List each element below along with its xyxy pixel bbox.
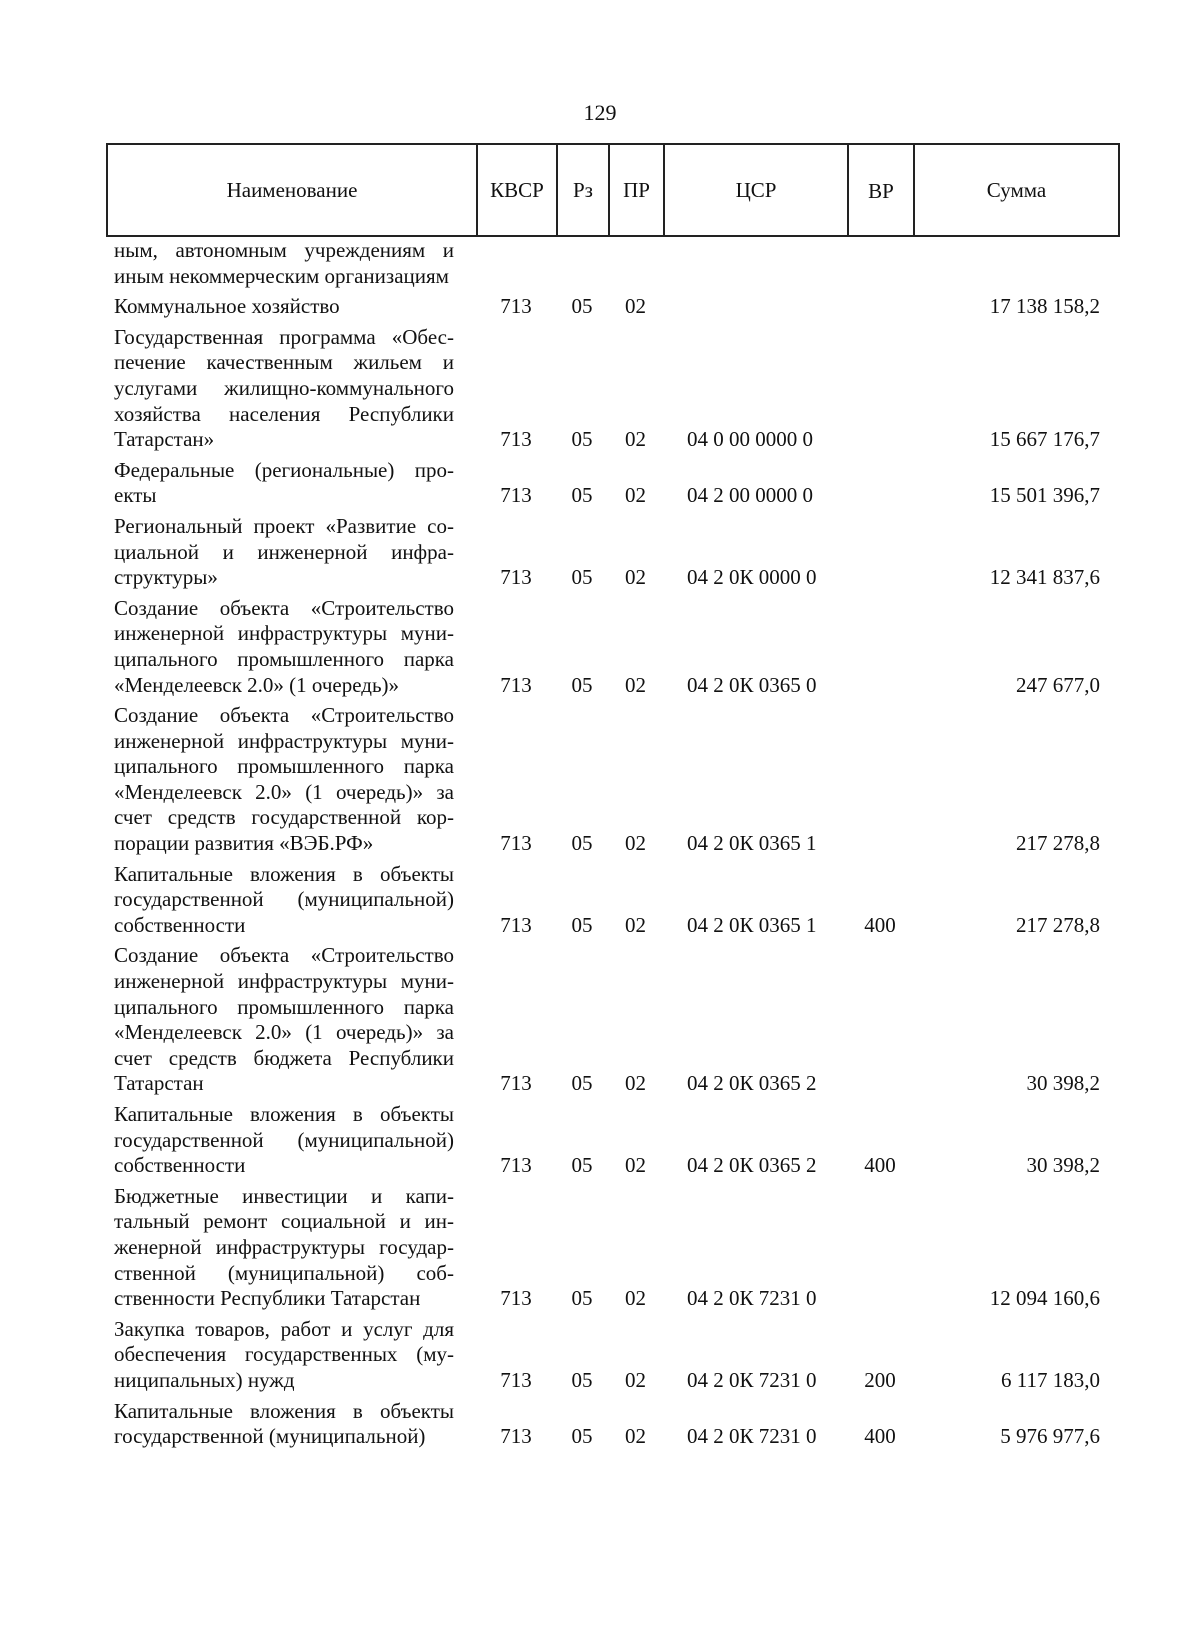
budget-table bbox=[106, 238, 1118, 1450]
table-row bbox=[106, 1312, 1118, 1394]
table-row bbox=[106, 938, 1118, 1097]
cell-kvsr: 713 bbox=[500, 483, 532, 508]
cell-sum: 217 278,8 bbox=[1016, 831, 1100, 856]
cell-kvsr: 713 bbox=[500, 565, 532, 590]
cell-sum: 12 341 837,6 bbox=[989, 565, 1100, 590]
cell-rz: 05 bbox=[571, 1367, 593, 1392]
cell-pr: 02 bbox=[625, 672, 646, 697]
table-row bbox=[106, 1179, 1118, 1312]
cell-name: Создание объекта «Строительство инженерной инфраструктуры муниципального промышленного парка «Менделеевск 2.0» (1 очередь)» bbox=[114, 595, 454, 697]
table-row bbox=[106, 857, 1118, 939]
column-header-kvsr: КВСР bbox=[477, 144, 557, 236]
cell-pr: 02 bbox=[625, 483, 646, 508]
cell-kvsr: 713 bbox=[500, 294, 532, 319]
cell-name: Бюджетные инвестиции и капитальный ремонт социальной и инженерной инфраструктуры государственной (муниципальной) собственности Республики Татарстан bbox=[114, 1183, 454, 1311]
table-row bbox=[106, 1394, 1118, 1450]
cell-csr: 04 2 0К 0365 0 bbox=[687, 672, 817, 697]
cell-name: Капитальные вложения в объекты государственной (муниципальной) bbox=[114, 1398, 454, 1449]
cell-kvsr: 713 bbox=[500, 1367, 532, 1392]
cell-pr: 02 bbox=[625, 1286, 646, 1311]
cell-kvsr: 713 bbox=[500, 672, 532, 697]
table-row bbox=[106, 238, 1118, 289]
cell-rz: 05 bbox=[571, 1071, 593, 1096]
page-number: 129 bbox=[583, 100, 617, 125]
cell-vr bbox=[847, 289, 913, 320]
cell-sum bbox=[913, 238, 1118, 289]
cell-rz: 05 bbox=[571, 1286, 593, 1311]
cell-pr: 02 bbox=[625, 1367, 646, 1392]
cell-kvsr: 713 bbox=[500, 1286, 532, 1311]
cell-sum: 247 677,0 bbox=[1016, 672, 1100, 697]
cell-rz: 05 bbox=[571, 831, 593, 856]
cell-csr bbox=[663, 289, 847, 320]
cell-vr: 400 bbox=[864, 1153, 896, 1178]
column-header-pr: ПР bbox=[609, 144, 664, 236]
table-row bbox=[106, 509, 1118, 591]
cell-sum: 17 138 158,2 bbox=[989, 294, 1100, 319]
cell-name: Государственная программа «Обеспечение качественным жильем и услугами жилищно-коммунального хозяйства населения Республики Татарстан» bbox=[114, 324, 454, 452]
cell-name: Коммунальное хозяйство bbox=[114, 294, 340, 319]
cell-name: Создание объекта «Строительство инженерной инфраструктуры муниципального промышленного парка «Менделеевск 2.0» (1 очередь)» за счет средств государственной корпорации развития «ВЭБ.РФ» bbox=[114, 703, 454, 856]
cell-sum: 30 398,2 bbox=[1026, 1153, 1100, 1178]
cell-rz: 05 bbox=[571, 912, 593, 937]
table-row bbox=[106, 453, 1118, 509]
cell-sum: 30 398,2 bbox=[1026, 1071, 1100, 1096]
cell-sum: 15 667 176,7 bbox=[989, 427, 1100, 452]
cell-sum: 12 094 160,6 bbox=[989, 1286, 1100, 1311]
cell-rz bbox=[556, 238, 608, 289]
cell-name: Закупка товаров, работ и услуг для обеспечения государственных (муниципальных) нужд bbox=[114, 1316, 454, 1392]
cell-vr bbox=[847, 509, 913, 591]
cell-pr: 02 bbox=[625, 1424, 646, 1449]
table-row bbox=[106, 289, 1118, 320]
cell-kvsr: 713 bbox=[500, 831, 532, 856]
cell-name: Создание объекта «Строительство инженерной инфраструктуры муниципального промышленного парка «Менделеевск 2.0» (1 очередь)» за счет средств бюджета Республики Татарстан bbox=[114, 943, 454, 1096]
cell-kvsr: 713 bbox=[500, 1153, 532, 1178]
cell-csr: 04 0 00 0000 0 bbox=[687, 427, 813, 452]
column-header-rz: Рз bbox=[557, 144, 609, 236]
cell-rz: 05 bbox=[571, 672, 593, 697]
cell-csr: 04 2 0К 7231 0 bbox=[687, 1424, 817, 1449]
column-header-name: Наименование bbox=[107, 144, 477, 236]
cell-vr bbox=[847, 238, 913, 289]
cell-name: Федеральные (региональные) проекты bbox=[114, 457, 454, 508]
cell-csr: 04 2 0К 7231 0 bbox=[687, 1367, 817, 1392]
cell-csr: 04 2 0К 0000 0 bbox=[687, 565, 817, 590]
table-row bbox=[106, 1097, 1118, 1179]
cell-sum: 15 501 396,7 bbox=[989, 483, 1100, 508]
cell-csr: 04 2 0К 0365 2 bbox=[687, 1153, 817, 1178]
cell-rz: 05 bbox=[571, 1424, 593, 1449]
cell-pr: 02 bbox=[625, 831, 646, 856]
cell-pr bbox=[608, 238, 663, 289]
cell-kvsr: 713 bbox=[500, 1071, 532, 1096]
cell-pr: 02 bbox=[625, 1071, 646, 1096]
cell-kvsr: 713 bbox=[500, 427, 532, 452]
cell-csr: 04 2 0К 0365 1 bbox=[687, 912, 817, 937]
cell-csr: 04 2 0К 0365 2 bbox=[687, 1071, 817, 1096]
cell-csr bbox=[663, 238, 847, 289]
cell-name: ным, автономным учреждениям и иным некоммерческим организациям bbox=[114, 238, 454, 288]
cell-pr: 02 bbox=[625, 912, 646, 937]
column-header-csr: ЦСР bbox=[664, 144, 848, 236]
cell-pr: 02 bbox=[625, 1153, 646, 1178]
cell-vr: 200 bbox=[864, 1367, 896, 1392]
cell-csr: 04 2 00 0000 0 bbox=[687, 483, 813, 508]
cell-name: Капитальные вложения в объекты государственной (муниципальной) собственности bbox=[114, 1102, 454, 1178]
table-row bbox=[106, 698, 1118, 857]
cell-kvsr bbox=[476, 238, 556, 289]
table-row bbox=[106, 591, 1118, 698]
cell-name: Капитальные вложения в объекты государственной (муниципальной) собственности bbox=[114, 861, 454, 937]
cell-rz: 05 bbox=[571, 1153, 593, 1178]
cell-pr: 02 bbox=[625, 294, 646, 319]
cell-rz: 05 bbox=[571, 294, 593, 319]
cell-pr: 02 bbox=[625, 565, 646, 590]
cell-rz: 05 bbox=[571, 427, 593, 452]
cell-pr: 02 bbox=[625, 427, 646, 452]
cell-vr bbox=[847, 698, 913, 857]
cell-vr bbox=[847, 320, 913, 453]
cell-vr bbox=[847, 591, 913, 698]
cell-rz: 05 bbox=[571, 483, 593, 508]
column-header-vr: ВР bbox=[848, 144, 914, 236]
cell-sum: 5 976 977,6 bbox=[1000, 1424, 1100, 1449]
cell-name: Региональный проект «Развитие социальной и инженерной инфраструктуры» bbox=[114, 513, 454, 590]
cell-vr: 400 bbox=[864, 912, 896, 937]
table-row bbox=[106, 320, 1118, 453]
cell-sum: 217 278,8 bbox=[1016, 912, 1100, 937]
cell-csr: 04 2 0К 0365 1 bbox=[687, 831, 817, 856]
table-header bbox=[106, 143, 1120, 237]
cell-rz: 05 bbox=[571, 565, 593, 590]
cell-sum: 6 117 183,0 bbox=[1001, 1367, 1100, 1392]
cell-vr bbox=[847, 938, 913, 1097]
cell-vr bbox=[847, 453, 913, 509]
cell-kvsr: 713 bbox=[500, 1424, 532, 1449]
column-header-sum: Сумма bbox=[914, 144, 1119, 236]
cell-kvsr: 713 bbox=[500, 912, 532, 937]
cell-vr bbox=[847, 1179, 913, 1312]
cell-csr: 04 2 0К 7231 0 bbox=[687, 1286, 817, 1311]
cell-vr: 400 bbox=[864, 1424, 896, 1449]
